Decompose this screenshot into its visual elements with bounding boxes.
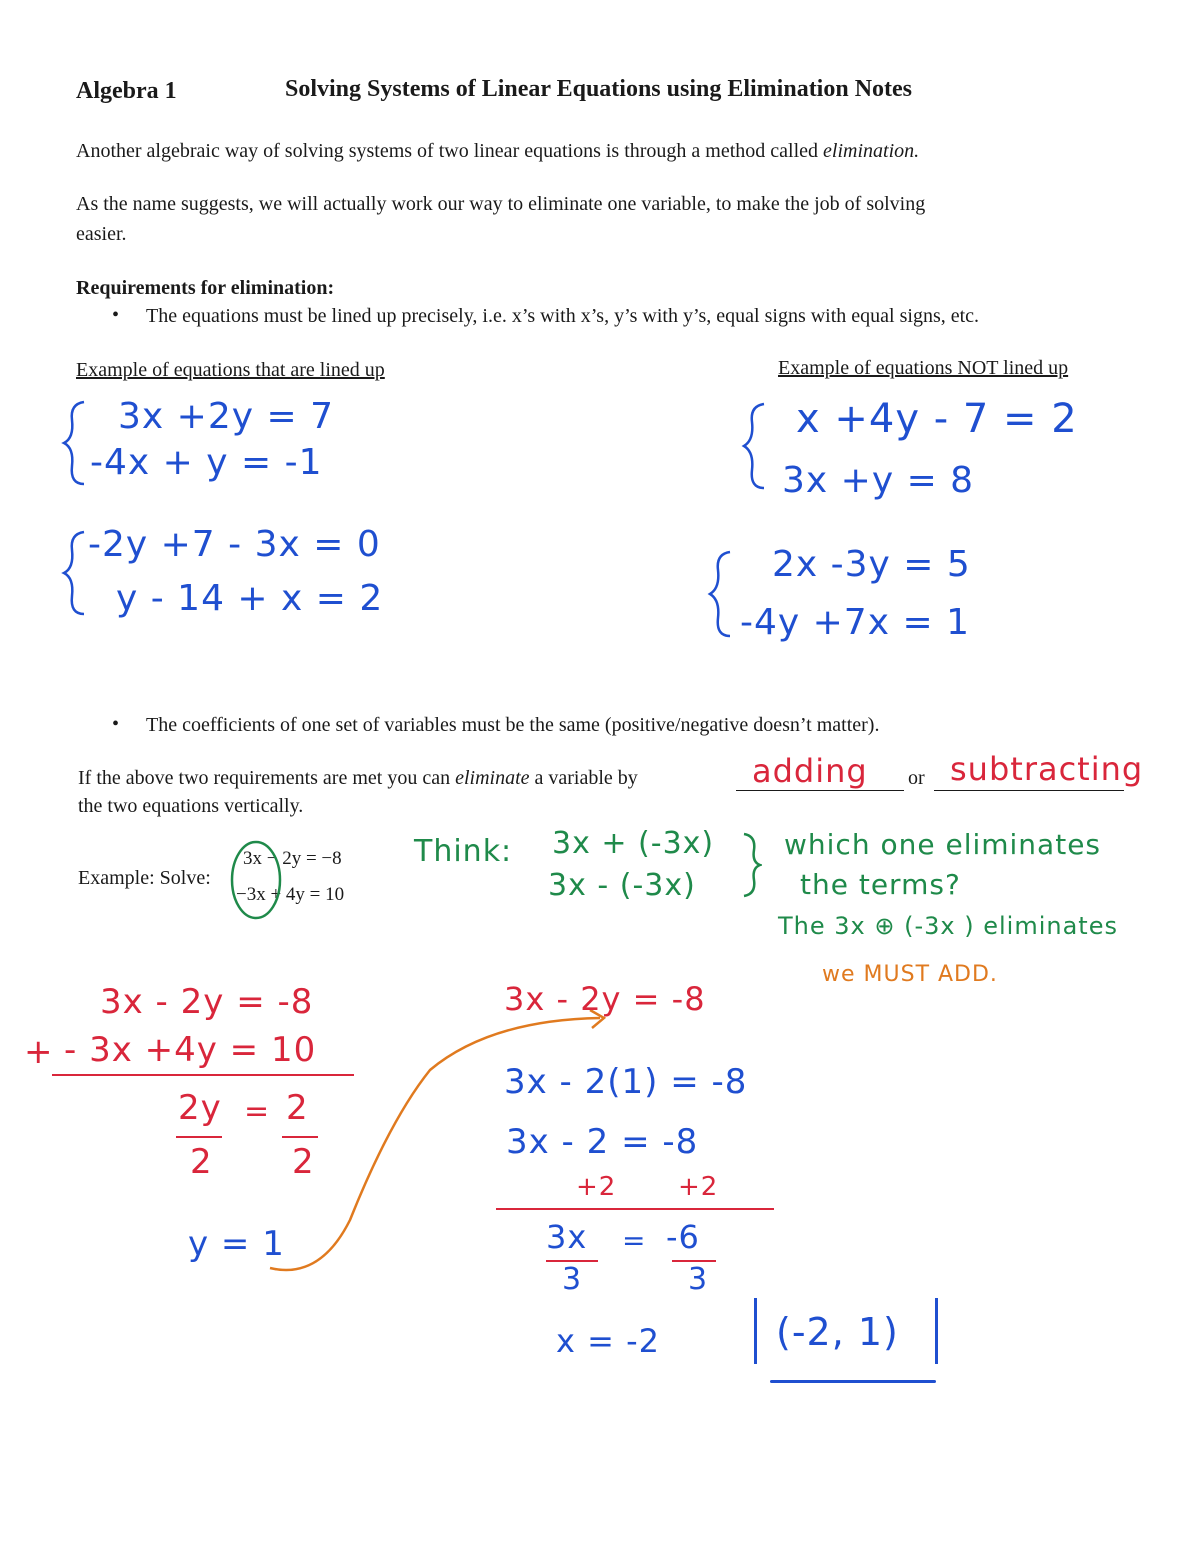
brace-icon xyxy=(60,528,90,618)
work-right-result: x = -2 xyxy=(556,1322,660,1360)
work-left-frac-bar xyxy=(176,1136,222,1138)
work-left-line-1: 3x - 2y = -8 xyxy=(100,982,314,1022)
work-left-frac-num: 2y xyxy=(178,1088,222,1128)
lined-up-label: Example of equations that are lined up xyxy=(76,359,385,381)
work-right-frac-den: 3 xyxy=(562,1262,583,1297)
course-title: Algebra 1 xyxy=(76,78,177,104)
requirement-bullet-2: The coefficients of one set of variables must be the same (positive/negative doesn’t matter). xyxy=(146,714,880,736)
work-right-line-2: 3x - 2(1) = -8 xyxy=(504,1062,748,1102)
page-title: Solving Systems of Linear Equations using Elimination Notes xyxy=(285,76,913,102)
work-left-frac-rden: 2 xyxy=(292,1142,315,1182)
work-left-line-2: - 3x +4y = 10 xyxy=(64,1030,317,1070)
eliminate-text-post: a variable by xyxy=(529,767,638,789)
not-lined-up-eq-1b: 3x +y = 8 xyxy=(782,460,975,501)
lined-up-eq-2a: -2y +7 - 3x = 0 xyxy=(88,524,381,565)
not-lined-up-eq-1a: x +4y - 7 = 2 xyxy=(796,396,1078,442)
think-expr-1: 3x + (-3x) xyxy=(552,826,715,861)
example-eq-1: 3x − 2y = −8 xyxy=(243,848,342,869)
think-label: Think: xyxy=(414,834,513,869)
work-right-plus-left: +2 xyxy=(576,1172,617,1202)
not-lined-up-label: Example of equations NOT lined up xyxy=(778,357,1069,379)
lined-up-eq-1a: 3x +2y = 7 xyxy=(118,396,334,437)
work-right-line-3: 3x - 2 = -8 xyxy=(506,1122,699,1162)
eliminate-sentence-line2: the two equations vertically. xyxy=(78,795,304,817)
work-left-plus: + xyxy=(24,1032,54,1072)
work-left-frac-den: 2 xyxy=(190,1142,213,1182)
blank-line-1 xyxy=(736,790,904,791)
brace-icon xyxy=(706,548,736,640)
work-right-divider xyxy=(496,1208,774,1210)
eliminate-sentence-line1 xyxy=(78,767,638,790)
example-eq-2: −3x + 4y = 10 xyxy=(236,884,345,905)
intro-paragraph-2-line1: As the name suggests, we will actually work our way to eliminate one variable, to make the job of solving xyxy=(76,193,926,215)
work-left-result: y = 1 xyxy=(188,1224,285,1264)
intro-paragraph-1 xyxy=(76,140,919,163)
requirement-bullet-1: The equations must be lined up precisely, i.e. x’s with x’s, y’s with y’s, equal signs with equal signs, etc. xyxy=(146,305,980,327)
intro-paragraph-2-line2: easier. xyxy=(76,223,127,245)
blank-line-2 xyxy=(934,790,1124,791)
eliminate-text-pre: If the above two requirements are met you can xyxy=(78,767,456,789)
blank-answer-subtracting: subtracting xyxy=(950,750,1144,788)
think-answer-1: The 3x ⊕ (-3x ) eliminates xyxy=(778,912,1118,940)
work-right-frac-num: 3x xyxy=(546,1218,588,1256)
think-question-2: the terms? xyxy=(800,868,961,901)
example-solve-label: Example: Solve: xyxy=(78,867,211,889)
blank-answer-adding: adding xyxy=(752,752,868,790)
brace-icon xyxy=(60,398,90,488)
final-answer-underline xyxy=(770,1380,936,1383)
work-right-frac-rnum: -6 xyxy=(666,1218,700,1256)
work-left-frac-eq: = xyxy=(244,1094,271,1129)
or-word: or xyxy=(908,767,925,789)
brace-icon xyxy=(740,400,770,492)
work-right-frac-rden: 3 xyxy=(688,1262,709,1297)
requirements-heading: Requirements for elimination: xyxy=(76,277,335,299)
intro-emphasis: elimination. xyxy=(823,140,920,162)
circle-annotation-icon xyxy=(228,838,284,922)
bullet-marker-1: • xyxy=(112,304,120,326)
work-left-frac-rnum: 2 xyxy=(286,1088,309,1128)
think-expr-2: 3x - (-3x) xyxy=(548,868,696,903)
eliminate-emphasis: eliminate xyxy=(455,767,530,789)
final-answer: (-2, 1) xyxy=(776,1310,899,1354)
lined-up-eq-2b: y - 14 + x = 2 xyxy=(116,578,384,619)
work-right-line-1: 3x - 2y = -8 xyxy=(504,980,706,1018)
not-lined-up-eq-2b: -4y +7x = 1 xyxy=(740,602,970,643)
think-question-1: which one eliminates xyxy=(784,828,1102,861)
intro-text: Another algebraic way of solving systems of two linear equations is through a method called xyxy=(76,140,824,162)
work-right-frac-eq: = xyxy=(622,1224,647,1257)
bullet-marker-2: • xyxy=(112,713,120,735)
not-lined-up-eq-2a: 2x -3y = 5 xyxy=(772,544,971,585)
lined-up-eq-1b: -4x + y = -1 xyxy=(90,442,323,483)
brace-icon xyxy=(740,830,762,900)
think-answer-2: we MUST ADD. xyxy=(822,962,998,987)
work-right-plus-right: +2 xyxy=(678,1172,719,1202)
